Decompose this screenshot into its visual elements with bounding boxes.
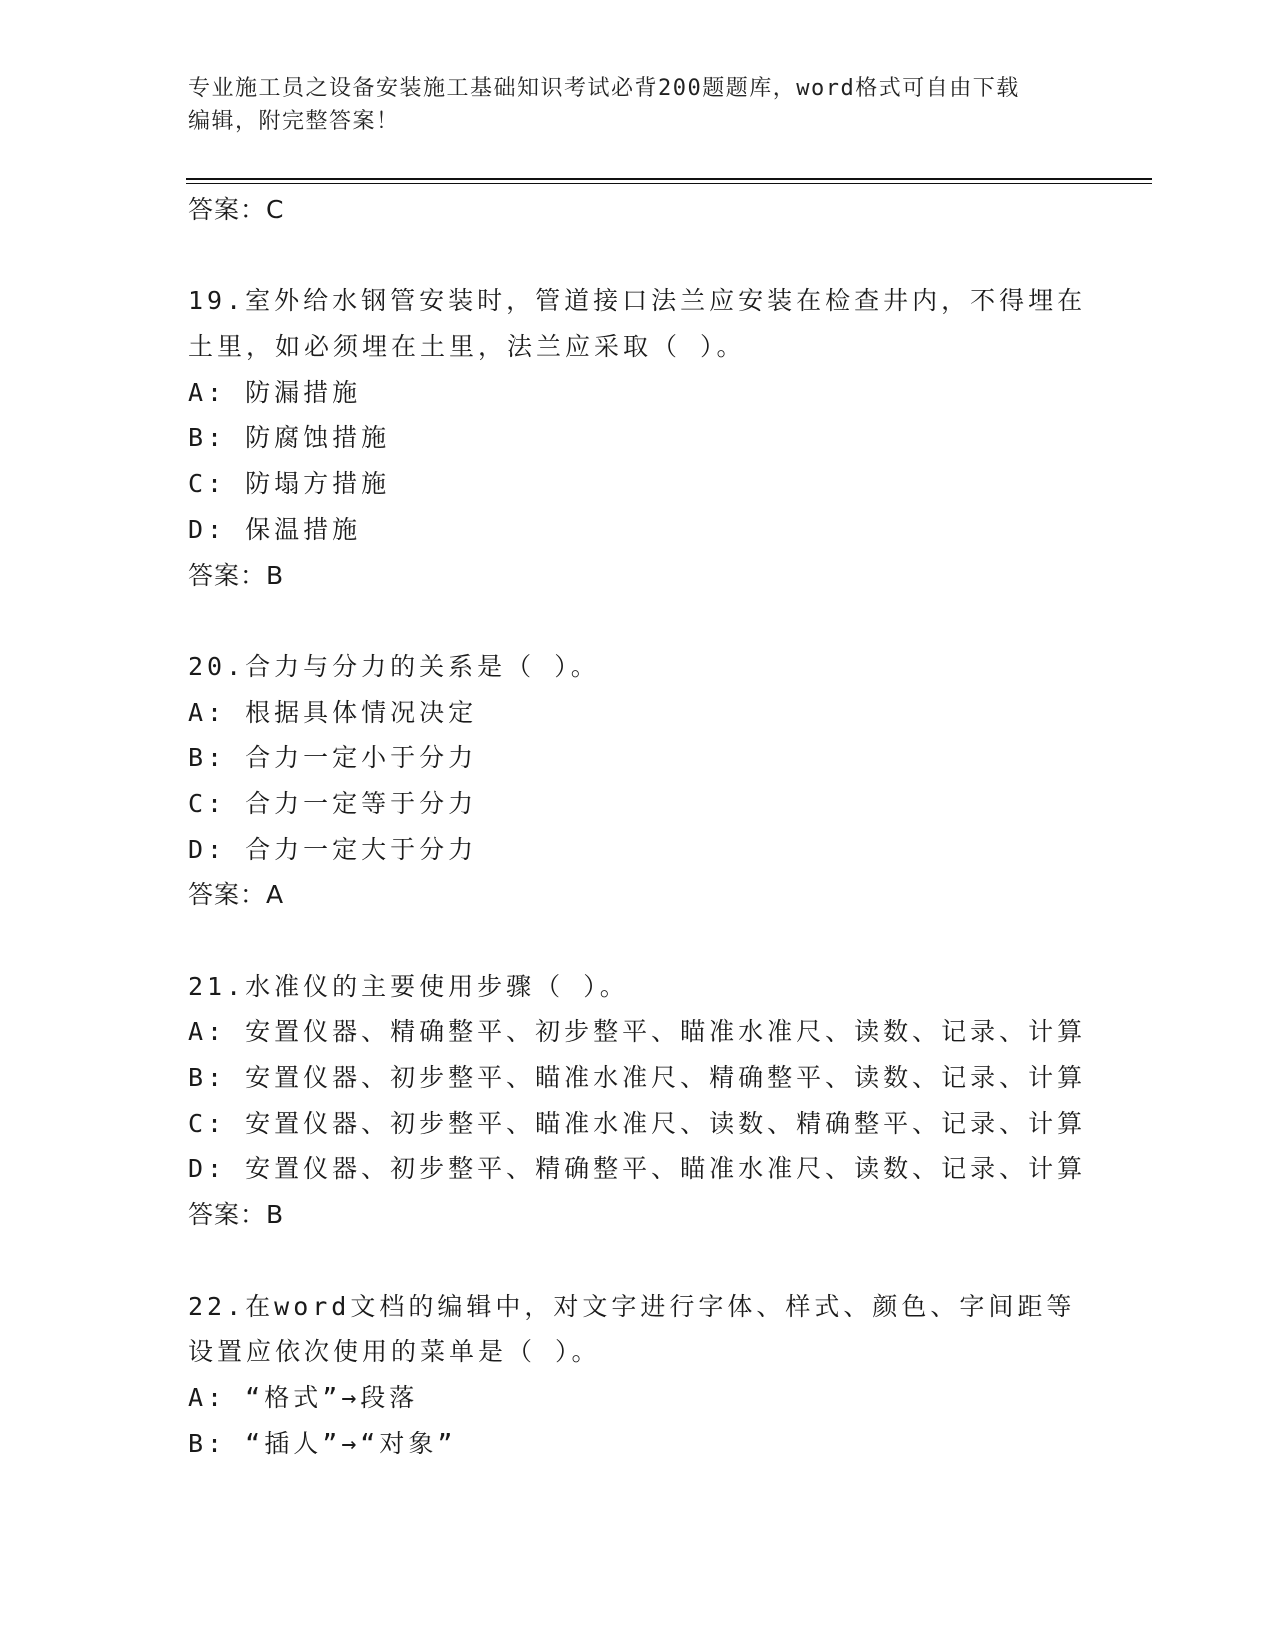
question-block xyxy=(188,644,1088,918)
option-d: D: 合力一定大于分力 xyxy=(188,834,478,864)
spacer xyxy=(188,598,1088,644)
question-stem: 设置应依次使用的菜单是（ ）。 xyxy=(188,1337,601,1367)
question-stem: 21.水准仪的主要使用步骤（ ）。 xyxy=(188,971,629,1001)
question-stem: 19.室外给水钢管安装时，管道接口法兰应安装在检查井内，不得埋在 xyxy=(188,286,1087,316)
document-header xyxy=(188,72,1068,138)
question-stem: 22.在word文档的编辑中，对文字进行字体、样式、颜色、字间距等 xyxy=(188,1291,1076,1321)
option-c: C: 安置仪器、初步整平、瞄准水准尺、读数、精确整平、记录、计算 xyxy=(188,1108,1087,1138)
option-a: A: “格式”→段落 xyxy=(188,1382,419,1412)
option-b: B: 防腐蚀措施 xyxy=(188,423,391,453)
spacer xyxy=(188,918,1088,964)
option-c: C: 防塌方措施 xyxy=(188,469,391,499)
spacer xyxy=(188,233,1088,279)
question-stem: 土里，如必须埋在土里，法兰应采取（ ）。 xyxy=(188,332,746,362)
option-a: A: 根据具体情况决定 xyxy=(188,697,478,727)
option-a: A: 防漏措施 xyxy=(188,377,362,407)
option-b: B: 合力一定小于分力 xyxy=(188,743,478,773)
header-divider-thick xyxy=(186,178,1152,180)
question-block xyxy=(188,1284,1088,1467)
option-d: D: 安置仪器、初步整平、精确整平、瞄准水准尺、读数、记录、计算 xyxy=(188,1154,1087,1184)
answer-line: 答案：B xyxy=(188,560,285,590)
question-stem: 20.合力与分力的关系是（ ）。 xyxy=(188,651,600,681)
answer-line: 答案：B xyxy=(188,1200,285,1230)
document-body xyxy=(188,187,1088,1466)
option-d: D: 保温措施 xyxy=(188,514,362,544)
answer-line: 答案：C xyxy=(188,195,285,224)
question-block xyxy=(188,964,1088,1238)
question-block xyxy=(188,278,1088,598)
option-b: B: “插人”→“对象” xyxy=(188,1428,457,1458)
header-title-line-1: 专业施工员之设备安装施工基础知识考试必背200题题库，word格式可自由下载 xyxy=(188,76,1020,101)
header-divider-thin xyxy=(186,183,1152,184)
spacer xyxy=(188,1238,1088,1284)
option-a: A: 安置仪器、精确整平、初步整平、瞄准水准尺、读数、记录、计算 xyxy=(188,1017,1087,1047)
option-c: C: 合力一定等于分力 xyxy=(188,788,478,818)
answer-line: 答案：A xyxy=(188,880,285,910)
header-title-line-2: 编辑，附完整答案！ xyxy=(188,109,400,134)
option-b: B: 安置仪器、初步整平、瞄准水准尺、精确整平、读数、记录、计算 xyxy=(188,1063,1087,1093)
